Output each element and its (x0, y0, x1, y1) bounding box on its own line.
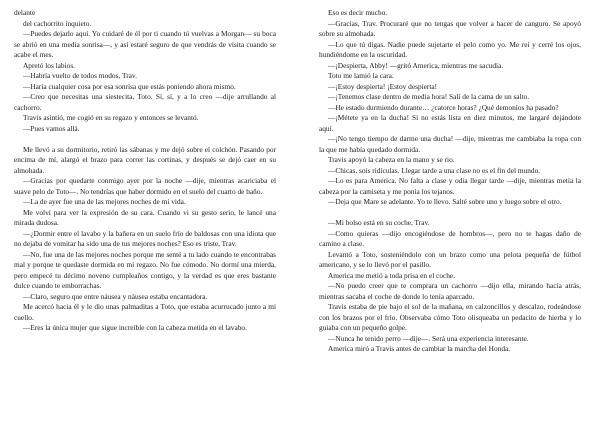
paragraph: Apretó los labios. (23, 60, 76, 70)
paragraph: Eso es decir mucho. (328, 8, 388, 17)
paragraph: Me acercó hacia él y le dio unas palmaditas a Toto, que estaba acurrucado junto a mi cuello. (14, 302, 276, 322)
paragraph: —He estado durmiendo durante… ¿catorce horas? ¿Qué demonios ha pasado? (328, 102, 559, 112)
paragraph: —Haría cualquier cosa por esa sonrisa que estás poniendo ahora mismo. (23, 81, 236, 91)
paragraph: —Lo es para America. No falta a clase y odia llegar tarde —dije, mientras metía la cabeza por la camiseta y me ponía los tejanos. (319, 176, 581, 196)
paragraph: Me volví para ver la expresión de su cara. Cuando vi su gesto serio, le lancé una mirada dudosa. (14, 207, 276, 227)
paragraph: —Habría vuelto de todos modos, Trav. (23, 71, 137, 80)
paragraph: del cachorrito inquieto. (23, 18, 92, 28)
paragraph: —Chicas, sois ridículas. Llegar tarde a una clase no es el fin del mundo. (328, 165, 541, 175)
paragraph: —¿Dormir entre el lavabo y la bañera en un suelo frío de baldosas con una idiota que no dejaba de vomitar ha sido una de tus mejores noches? Eso es triste, Trav. (14, 228, 276, 248)
paragraph: —La de ayer fue una de las mejores noches de mi vida. (23, 197, 186, 206)
paragraph: —¡No tengo tiempo de darme una ducha! —dije, mientras me cambiaba la ropa con la que me había quedado dormida. (319, 134, 581, 154)
paragraph: —Gracias, Trav. Procuraré que no tengas que volver a hacer de canguro. Se apoyó sobre su almohada. (319, 18, 581, 38)
paragraph: —Pues vamos allá. (23, 123, 80, 133)
paragraph: —Puedes dejarlo aquí. Yo cuidaré de él por ti cuando tú vuelvas a Morgan— su boca se abrió en una media sonrisa—, y así estaré seguro de que vendrás de visita cuando se acabe el mes. (14, 29, 276, 59)
paragraph: —¡Despierta, Abby! —gritó America, mientras me sacudía. (328, 60, 504, 70)
paragraph: America miró a Travis antes de cambiar la marcha del Honda. (328, 344, 511, 353)
paragraph: Travis asintió, me cogió en su regazo y entonces se levantó. (23, 113, 199, 122)
paragraph: Travis apoyó la cabeza en la mano y se rio. (328, 155, 455, 164)
left-page (14, 8, 276, 334)
paragraph: America me metió a toda prisa en el coche. (328, 270, 456, 280)
paragraph: —¡Estoy despierta! ¡Estoy despierta! (328, 81, 438, 91)
paragraph: —¡Tenemos clase dentro de media hora! Salí de la cama de un salto. (328, 92, 530, 101)
paragraph: —Deja que Mare se adelante. Yo te llevo. Salté sobre uno y luego sobre el otro. (328, 197, 562, 206)
paragraph: Toto me lamió la cara. (328, 71, 394, 80)
paragraph: —Claro, seguro que entre náusea y náusea estaba encantadora. (23, 291, 208, 301)
paragraph: —Lo que tú digas. Nadie puede sujetarte el pelo como yo. Me reí y cerré los ojos, hundiéndome en la oscuridad. (319, 39, 581, 59)
paragraph: —No puedo creer que te comprara un cachorro —dijo ella, mirando hacia atrás, mientras sacaba el coche de donde lo tenía aparcado. (319, 281, 581, 301)
paragraph: —Eres la única mujer que sigue increíble con la cabeza metida en el lavabo. (23, 323, 247, 332)
paragraph: —Mi bolso está en su coche, Trav. (328, 218, 430, 227)
right-page (319, 8, 581, 355)
paragraph: —Creo que necesitas una siestecita, Toto. Sí, sí, y a lo creo —dije arrullando al cachorro. (14, 92, 276, 112)
paragraph: Levantó a Toto, sosteniéndolo con un brazo como una pelota pequeña de fútbol americano, y se lo llevó por el pasillo. (319, 249, 581, 269)
paragraph: —Gracias por quedarte conmigo ayer por la noche —dije, mientras acariciaba el suave pelo de Toto—. No tendrías que haber dormido en el suelo del cuarto de baño. (14, 176, 276, 196)
paragraph: delante (14, 8, 36, 17)
paragraph: —¡Métete ya en la ducha! Si no estás lista en diez minutos, me largaré dejándote aquí. (319, 113, 581, 133)
paragraph: —Nunca he tenido perro —dije—. Será una experiencia interesante. (328, 333, 529, 343)
paragraph: Me llevó a su dormitorio, retiró las sábanas y me dejó sobre el colchón. Pasando por encima de mí, alargó el brazo para correr las cortinas, y después se dejó caer en su almohada. (14, 144, 276, 175)
paragraph: —No, fue una de las mejores noches porque me senté a tu lado cuando te encontrabas mal y porque te quedaste dormida en mi regazo. No fue cómodo. No dormí una mierda, pero empecé tu décimo noveno cumpleaños contigo, y la verdad es que eres bastante dulce cuando te emborrachas. (14, 249, 276, 290)
paragraph: Travis estaba de pie bajo el sol de la mañana, en calzoncillos y descalzo, rodeándose con los brazos por el frío. Observaba cómo Toto olisqueaba un pedacito de hierba y lo guiaba con un pequeño golpe. (319, 302, 581, 332)
paragraph: —Como quieras —dijo encogiéndose de hombros—, pero no te hagas daño de camino a clase. (319, 228, 581, 248)
